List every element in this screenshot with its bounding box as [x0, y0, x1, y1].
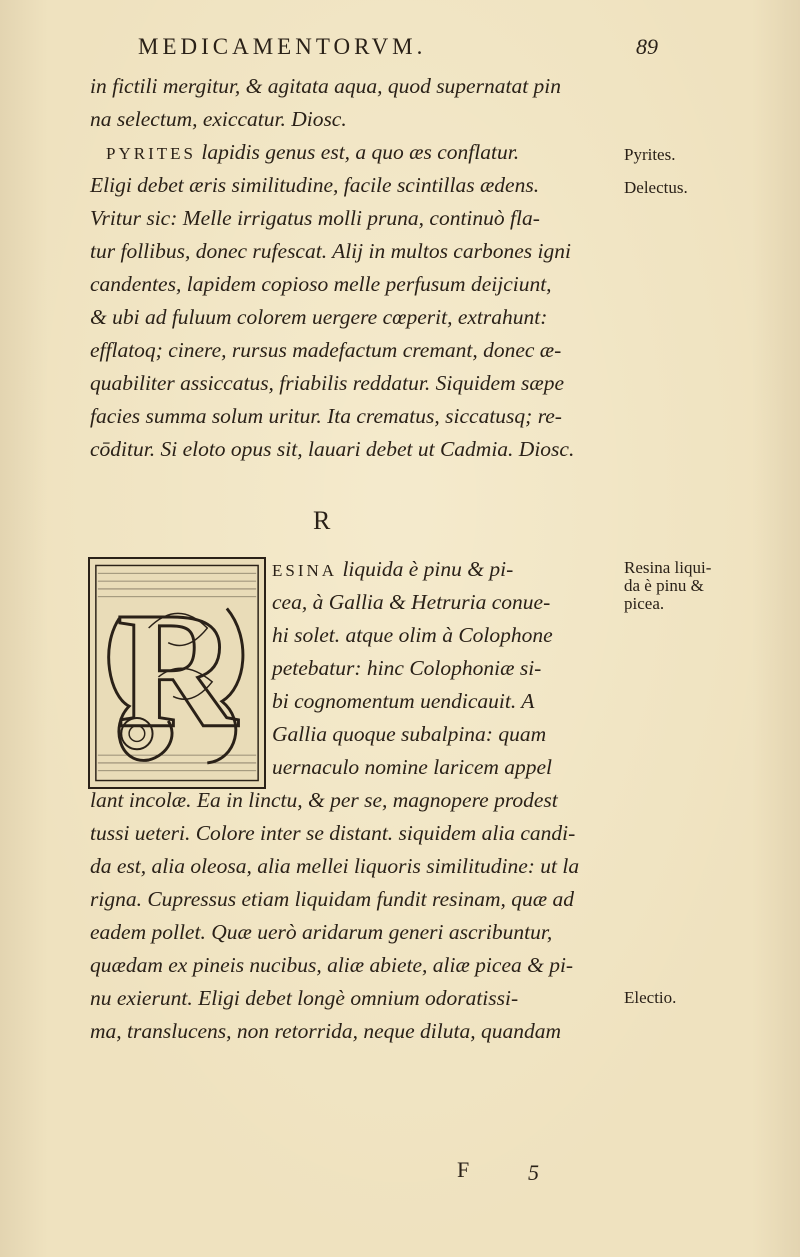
resina-line-rest: liquida è pinu & pi-	[337, 557, 514, 581]
ornamental-dropcap	[88, 557, 266, 789]
running-header	[138, 34, 658, 60]
text-line: uernaculo nomine laricem appel	[272, 755, 553, 779]
text-line: quabiliter assiccatus, friabilis reddatur. Siquidem sæpe	[90, 371, 564, 395]
text-line: nu exierunt. Eligi debet longè omnium odoratissi-	[90, 986, 519, 1010]
pyrites-rest: lapidis genus est, a quo æs conflatur.	[195, 140, 520, 164]
text-line: Vritur sic: Melle irrigatus molli pruna, continuò fla-	[90, 206, 540, 230]
dropcap-illustration	[90, 559, 264, 787]
text-line: bi cognomentum uendicauit. A	[272, 689, 535, 713]
text-line: Eligi debet æris similitudine, facile scintillas ædens.	[90, 173, 540, 197]
text-line: candentes, lapidem copioso melle perfusum deijciunt,	[90, 272, 552, 296]
signature-mark: F	[457, 1157, 470, 1182]
margin-note-line: picea.	[624, 594, 665, 613]
folio-number: 89	[636, 34, 658, 59]
text-line: petebatur: hinc Colophoniæ si-	[272, 656, 542, 680]
text-line: cōditur. Si eloto opus sit, lauari debet ut Cadmia. Diosc.	[90, 437, 575, 461]
text-line: na selectum, exiccatur. Diosc.	[90, 107, 347, 131]
text-line: Gallia quoque subalpina: quam	[272, 722, 547, 746]
text-line: quædam ex pineis nucibus, aliæ abiete, aliæ picea & pi-	[90, 953, 574, 977]
text-line: efflatoq; cinere, rursus madefactum cremant, donec æ-	[90, 338, 562, 362]
text-line: facies summa solum uritur. Ita crematus, siccatusq; re-	[90, 404, 562, 428]
text-line: in fictili mergitur, & agitata aqua, quod supernatat pin	[90, 74, 562, 98]
text-line	[106, 140, 519, 165]
text-line	[272, 557, 513, 582]
margin-note-pyrites: Pyrites.	[624, 145, 676, 164]
running-title: MEDICAMENTORVM.	[138, 34, 427, 59]
text-line: hi solet. atque olim à Colophone	[272, 623, 553, 647]
signature-number: 5	[528, 1160, 539, 1185]
text-line: lant incolæ. Ea in linctu, & per se, magnopere prodest	[90, 788, 558, 812]
margin-note-resina	[624, 559, 711, 613]
text-line: tussi ueteri. Colore inter se distant. siquidem alia candi-	[90, 821, 576, 845]
margin-note-electio: Electio.	[624, 988, 677, 1007]
text-line: eadem pollet. Quæ uerò aridarum generi ascribuntur,	[90, 920, 553, 944]
text-line: tur follibus, donec rufescat. Alij in multos carbones igni	[90, 239, 571, 263]
text-line: & ubi ad fuluum colorem uergere cœperit, extrahunt:	[90, 305, 548, 329]
margin-note-delectus: Delectus.	[624, 178, 688, 197]
dropcap-letter: R	[117, 577, 238, 762]
text-line: ma, translucens, non retorrida, neque diluta, quandam	[90, 1019, 561, 1043]
margin-note-line: Resina liqui-	[624, 558, 712, 577]
resina-lead: ESINA	[272, 561, 338, 580]
margin-note-line: da è pinu &	[624, 576, 704, 595]
text-line: rigna. Cupressus etiam liquidam fundit resinam, quæ ad	[90, 887, 574, 911]
text-line: da est, alia oleosa, alia mellei liquoris similitudine: ut la	[90, 854, 580, 878]
section-initial: R	[313, 506, 331, 535]
pyrites-lead: PYRITES	[106, 144, 196, 163]
text-line: cea, à Gallia & Hetruria conue-	[272, 590, 551, 614]
